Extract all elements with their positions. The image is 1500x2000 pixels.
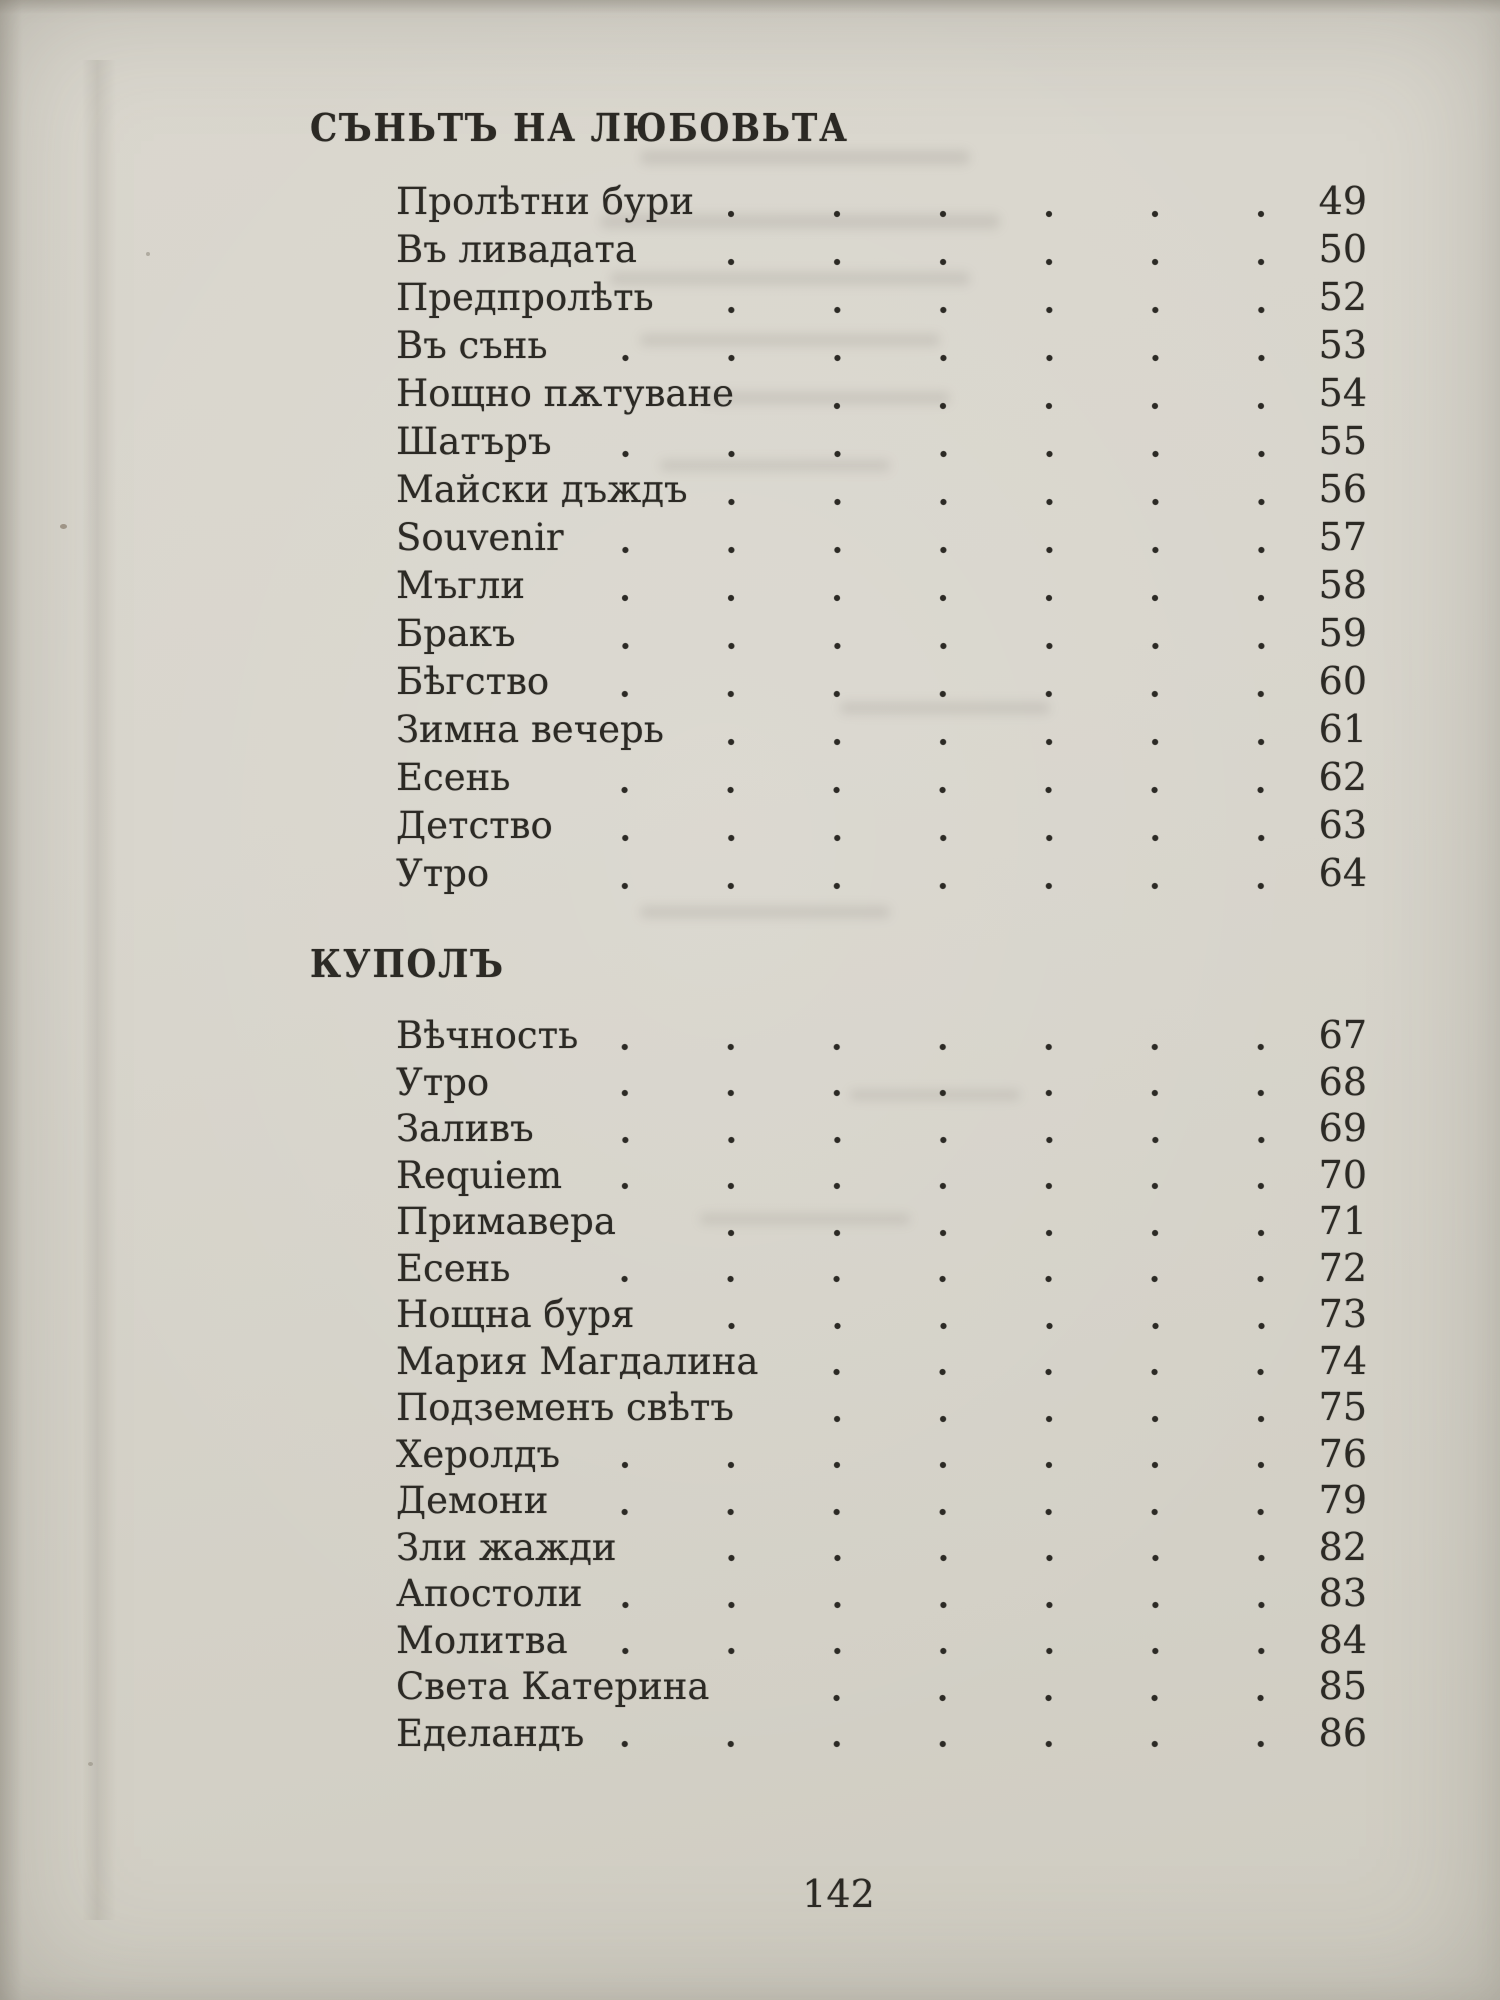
table-of-contents	[310, 106, 1367, 1760]
entry-page-number: 83	[1318, 1571, 1367, 1615]
entry-title: Бѣгство	[396, 660, 550, 703]
toc-entry	[396, 1431, 1367, 1482]
entry-title: Есень	[396, 1246, 511, 1290]
toc-entry	[396, 1013, 1367, 1063]
toc-entry	[396, 1245, 1367, 1296]
toc-entry	[396, 1524, 1367, 1575]
entry-page-number: 57	[1318, 515, 1367, 559]
toc-entry	[396, 851, 1367, 902]
entry-title: Въ сънь	[396, 324, 548, 367]
entry-page-number: 56	[1318, 467, 1367, 511]
toc-entry	[396, 515, 1367, 566]
section-entries	[396, 1013, 1367, 1760]
entry-page-number: 69	[1318, 1106, 1367, 1150]
leader-dots-icon	[594, 1461, 1265, 1469]
leader-dots-icon	[582, 1508, 1265, 1516]
entry-title: Апостоли	[396, 1572, 583, 1615]
toc-entry	[396, 803, 1367, 854]
entry-title: Примавера	[396, 1200, 616, 1243]
entry-page-number: 70	[1318, 1152, 1367, 1197]
toc-entry	[396, 1385, 1367, 1435]
entry-page-number: 62	[1318, 755, 1367, 799]
entry-title: Зли жажди	[396, 1525, 617, 1569]
toc-entry	[396, 179, 1367, 230]
leader-dots-icon	[650, 1229, 1265, 1237]
leader-dots-icon	[602, 1647, 1265, 1655]
entry-page-number: 61	[1318, 707, 1367, 751]
entry-title: Зимна вечерь	[396, 708, 664, 751]
entry-title: Мария Магдалина	[396, 1339, 759, 1383]
entry-page-number: 53	[1318, 323, 1367, 367]
entry-title: Requiem	[396, 1153, 563, 1197]
leader-dots-icon	[671, 258, 1265, 266]
entry-page-number: 49	[1318, 179, 1367, 223]
entry-page-number: 85	[1318, 1664, 1367, 1708]
entry-title: Мъгли	[396, 564, 525, 607]
toc-entry	[396, 419, 1367, 470]
entry-page-number: 84	[1318, 1617, 1367, 1662]
toc-entry	[396, 227, 1367, 278]
entry-page-number: 59	[1318, 611, 1367, 655]
page-number: 142	[802, 1872, 875, 1916]
entry-title: Утро	[396, 1060, 490, 1104]
toc-entry	[396, 1710, 1367, 1761]
leader-dots-icon	[792, 1368, 1265, 1376]
leader-dots-icon	[612, 1043, 1265, 1051]
toc-entry	[396, 1478, 1367, 1528]
section-entries	[396, 179, 1367, 902]
leader-dots-icon	[669, 1322, 1266, 1330]
entry-page-number: 71	[1318, 1199, 1367, 1243]
entry-page-number: 73	[1318, 1292, 1367, 1336]
leader-dots-icon	[596, 1182, 1265, 1190]
entry-page-number: 68	[1318, 1059, 1367, 1104]
toc-entry	[396, 755, 1367, 806]
leader-dots-icon	[559, 594, 1265, 602]
entry-title: Заливъ	[396, 1107, 534, 1150]
leader-dots-icon	[651, 1554, 1265, 1562]
leader-dots-icon	[688, 306, 1265, 314]
toc-entry	[396, 1199, 1367, 1249]
entry-page-number: 52	[1318, 275, 1367, 319]
toc-entry	[396, 707, 1367, 758]
leader-dots-icon	[583, 690, 1265, 698]
toc-entry	[396, 659, 1367, 710]
toc-section	[310, 942, 1367, 1760]
toc-entry	[396, 323, 1367, 374]
entry-page-number: 76	[1318, 1431, 1367, 1476]
leader-dots-icon	[544, 786, 1265, 794]
toc-entry	[396, 1571, 1367, 1621]
section-title: КУПОЛЪ	[310, 941, 505, 986]
toc-entry	[396, 1664, 1367, 1714]
leader-dots-icon	[544, 1275, 1265, 1283]
entry-page-number: 82	[1318, 1524, 1367, 1569]
toc-entry	[396, 1617, 1367, 1668]
entry-page-number: 72	[1318, 1245, 1367, 1290]
leader-dots-icon	[618, 1740, 1265, 1748]
entry-title: Нощно пѫтуване	[396, 372, 735, 415]
leader-dots-icon	[598, 546, 1265, 554]
toc-entry	[396, 1152, 1367, 1203]
leader-dots-icon	[768, 1415, 1265, 1423]
leader-dots-icon	[728, 210, 1265, 218]
leader-dots-icon	[523, 1089, 1265, 1097]
leader-dots-icon	[617, 1601, 1265, 1609]
entry-title: Майски дъждъ	[396, 468, 688, 511]
entry-title: Света Катерина	[396, 1665, 710, 1708]
leader-dots-icon	[722, 498, 1265, 506]
entry-page-number: 86	[1318, 1710, 1367, 1755]
toc-section	[310, 106, 1367, 902]
toc-entry	[396, 611, 1367, 662]
entry-title: Въ ливадата	[396, 228, 637, 271]
leader-dots-icon	[550, 642, 1265, 650]
toc-entry	[396, 371, 1367, 422]
entry-page-number: 58	[1318, 563, 1367, 607]
leader-dots-icon	[768, 402, 1265, 410]
entry-title: Утро	[396, 852, 490, 895]
toc-entry	[396, 1106, 1367, 1156]
entry-title: Предпролѣть	[396, 276, 654, 319]
entry-page-number: 64	[1318, 851, 1367, 895]
paper-speck	[146, 252, 150, 256]
entry-title: Шатъръ	[396, 420, 552, 463]
entry-title: Souvenir	[396, 516, 564, 559]
entry-title: Детство	[396, 804, 553, 847]
entry-title: Молитва	[396, 1618, 568, 1662]
toc-entry	[396, 563, 1367, 614]
entry-title: Подземенъ свѣтъ	[396, 1386, 734, 1429]
entry-page-number: 67	[1318, 1013, 1367, 1057]
leader-dots-icon	[568, 1136, 1265, 1144]
entry-title: Демони	[396, 1479, 549, 1522]
entry-title: Есень	[396, 756, 511, 799]
entry-title: Херолдъ	[396, 1432, 561, 1476]
section-title: СЪНЬТЪ НА ЛЮБОВЬТА	[310, 105, 849, 150]
leader-dots-icon	[523, 882, 1265, 890]
page-edge-shadow	[0, 0, 22, 2000]
page-edge-shadow	[0, 0, 1500, 14]
leader-dots-icon	[582, 354, 1265, 362]
entry-page-number: 54	[1318, 371, 1367, 415]
leader-dots-icon	[587, 834, 1265, 842]
leader-dots-icon	[698, 738, 1265, 746]
entry-page-number: 55	[1318, 419, 1367, 463]
toc-entry	[396, 1338, 1367, 1389]
entry-page-number: 79	[1318, 1478, 1367, 1522]
entry-page-number: 75	[1318, 1385, 1367, 1429]
paper-speck	[60, 524, 67, 529]
entry-title: Пролѣтни бури	[396, 180, 694, 223]
paper-crease	[82, 60, 116, 1920]
entry-title: Еделандъ	[396, 1711, 585, 1755]
paper-speck	[88, 1762, 93, 1766]
toc-entry	[396, 467, 1367, 518]
entry-title: Бракъ	[396, 612, 516, 655]
toc-entry	[396, 1059, 1367, 1110]
page-footer	[310, 1872, 1367, 1916]
leader-dots-icon	[586, 450, 1265, 458]
toc-entry	[396, 1292, 1367, 1342]
entry-page-number: 60	[1318, 659, 1367, 703]
entry-page-number: 50	[1318, 227, 1367, 271]
entry-page-number: 74	[1318, 1338, 1367, 1383]
entry-title: Вѣчность	[396, 1014, 579, 1057]
entry-title: Нощна буря	[396, 1293, 635, 1336]
toc-entry	[396, 275, 1367, 326]
leader-dots-icon	[743, 1694, 1265, 1702]
entry-page-number: 63	[1318, 803, 1367, 847]
